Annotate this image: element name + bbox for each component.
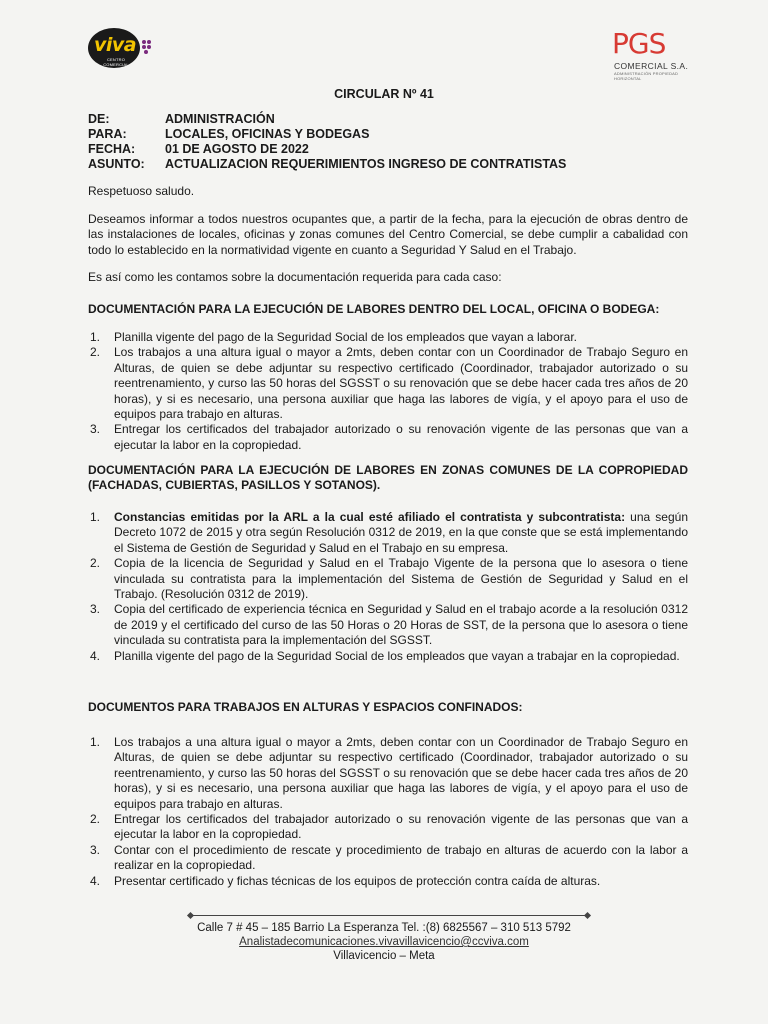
header-date-value: 01 DE AGOSTO DE 2022 [165,142,309,156]
list-item: 4. Planilla vigente del pago de la Seguridad Social de los empleados que vayan a trabajar en la copropiedad. [90,648,680,663]
viva-logo-subtitle: CENTRO COMERCIAL [103,57,129,67]
header-subject-value: ACTUALIZACION REQUERIMIENTOS INGRESO DE CONTRATISTAS [165,157,567,171]
greeting: Respetuoso saludo. [88,184,195,198]
list-item: 4. Presentar certificado y fichas técnicas de los equipos de protección contra caída de alturas. [90,873,601,888]
section-1-heading: DOCUMENTACIÓN PARA LA EJECUCIÓN DE LABORES DENTRO DEL LOCAL, OFICINA O BODEGA: [88,302,660,316]
list-item: 2. Los trabajos a una altura igual o mayor a 2mts, deben contar con un Coordinador de Trabajo Seguro en Alturas, de quien se debe adjuntar su respectivo certificado (Coordinador, trabajador autorizado o su reentrenamiento, y curso las 50 horas del SGSST o su renovación que se debe hacer cada tres años de 20 horas), y si es necesario, una persona auxiliar que haga las labores de vigía, y el apoyo para el uso de equipos para trabajo en alturas. [90,345,688,422]
section-2-heading: DOCUMENTACIÓN PARA LA EJECUCIÓN DE LABORES EN ZONAS COMUNES DE LA COPROPIEDAD (FACHADAS, CUBIERTAS, PASILLOS Y SOTANOS). [88,463,688,493]
section-3-list [88,735,688,889]
list-item: 1. Planilla vigente del pago de la Seguridad Social de los empleados que vayan a laborar. [90,330,577,344]
header-from-value: ADMINISTRACIÓN [165,112,275,126]
header-from-label: DE: [88,112,110,126]
section-1-list [88,330,688,453]
pgs-logo-company: COMERCIAL S.A. [614,61,689,71]
list-item: 2. Copia de la licencia de Seguridad y Salud en el Trabajo Vigente de la persona que lo asesora o tiene vinculada su contratista para la implementación del Sistema de Gestión de Seguridad y Salud en el Trabajo. (Resolución 0312 de 2019). [90,556,688,602]
footer-city: Villavicencio – Meta [333,950,435,962]
footer-divider [190,915,588,916]
intro-paragraph: Deseamos informar a todos nuestros ocupantes que, a partir de la fecha, para la ejecución de obras dentro de las instalaciones de locales, oficinas y zonas comunes del Centro Comercial, se debe cumplir a cabalidad con todo lo establecido en la normatividad vigente en cuanto a Seguridad Y Salud en el Trabajo. [88,212,688,257]
header-subject-label: ASUNTO: [88,157,145,171]
footer-email-link[interactable]: Analistadecomunicaciones.vivavillavicencio@ccviva.com [239,936,529,948]
pgs-logo-mark: PGS [612,27,666,60]
viva-logo [86,26,156,72]
pgs-logo [610,27,706,81]
header-to-value: LOCALES, OFICINAS Y BODEGAS [165,127,370,141]
section-2-list [88,510,688,664]
pgs-logo-tagline: ADMINISTRACIÓN PROPIEDAD HORIZONTAL [614,71,679,81]
list-item: 2. Entregar los certificados del trabajador autorizado o su renovación vigente de las personas que van a ejecutar la labor en la copropiedad. [90,812,688,842]
list-item: 1. Constancias emitidas por la ARL a la cual esté afiliado el contratista y subcontratista: una según Decreto 1072 de 2015 y otra según Resolución 0312 de 2019, en la que conste que se está implementando el Sistema de Gestión de Seguridad y Salud en el Trabajo en su empresa. [90,510,688,555]
header-date-label: FECHA: [88,142,136,156]
viva-logo-word: viva [93,34,137,56]
list-item: 3. Contar con el procedimiento de rescate y procedimiento de trabajo en alturas de acuerdo con la labor a realizar en la copropiedad. [90,842,688,873]
section-3-heading: DOCUMENTOS PARA TRABAJOS EN ALTURAS Y ESPACIOS CONFINADOS: [88,700,523,714]
list-item: 3. Copia del certificado de experiencia técnica en Seguridad y Salud en el trabajo acorde a la resolución 0312 de 2019 y el certificado del curso de las 50 Horas o 20 Horas de SST, de la persona que lo asesora o tiene vinculada su contratista para la implementación del SGSST. [90,602,688,648]
list-item: 3. Entregar los certificados del trabajador autorizado o su renovación vigente de las personas que van a ejecutar la labor en la copropiedad. [90,422,688,452]
list-item: 1. Los trabajos a una altura igual o mayor a 2mts, deben contar con un Coordinador de Trabajo Seguro en Alturas, de quien se debe adjuntar su respectivo certificado (Coordinador, trabajador autorizado o su reentrenamiento, y curso las 50 horas del SGSST o su renovación que se debe hacer cada tres años de 20 horas), y si es necesario, una persona auxiliar que haga las labores de vigía, y el apoyo para el uso de equipos para trabajo en alturas. [90,735,688,811]
intro-paragraph-2: Es así como les contamos sobre la documentación requerida para cada caso: [88,270,502,284]
circular-title: CIRCULAR Nº 41 [334,87,434,101]
footer-address: Calle 7 # 45 – 185 Barrio La Esperanza Tel. :(8) 6825567 – 310 513 5792 [197,922,571,934]
header-to-label: PARA: [88,127,127,141]
